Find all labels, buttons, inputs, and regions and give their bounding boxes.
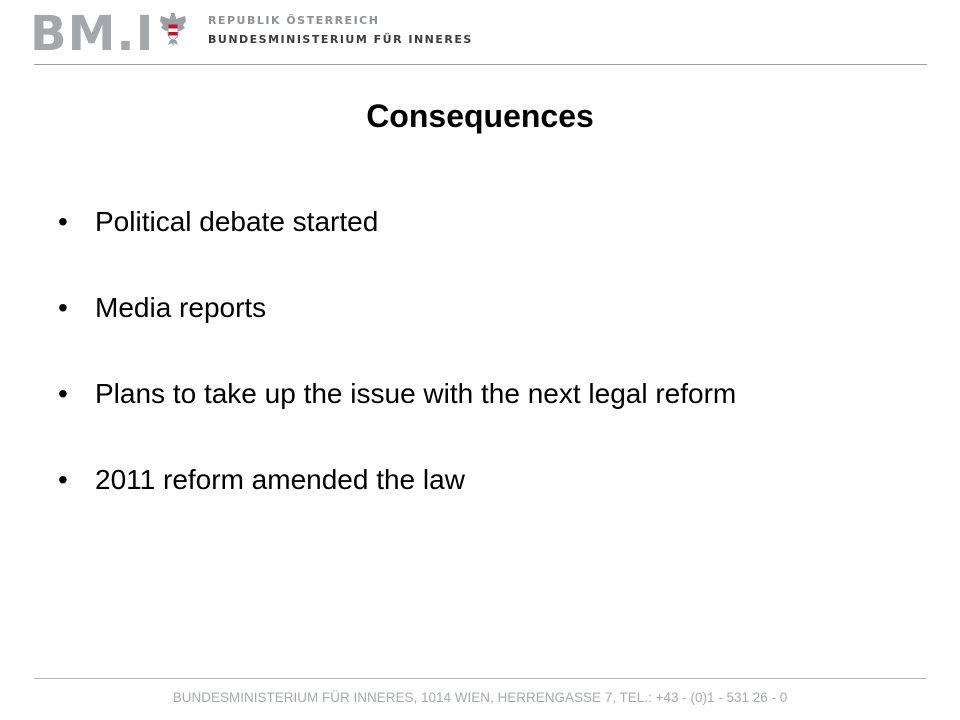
bullet-glyph: • [58,464,68,495]
bmi-logo: BM.I [30,6,155,62]
bullet-text: Media reports [95,292,267,323]
bullet-text: Political debate started [95,206,379,237]
bullet-glyph: • [58,292,68,323]
slide-footer: BUNDESMINISTERIUM FÜR INNERES, 1014 WIEN, HERRENGASSE 7, TEL.: +43 - (0)1 - 531 26 - 0 [172,690,788,705]
bullet-list [58,200,736,544]
ministry-label: BUNDESMINISTERIUM FÜR INNERES [208,33,473,46]
ministry-name [208,11,473,49]
slide-header [0,0,960,66]
bullet-text: 2011 reform amended the law [95,464,465,495]
bullet-item [58,458,736,544]
bullet-glyph: • [58,206,68,237]
footer-divider [34,678,927,679]
austrian-eagle-icon [158,12,188,48]
bullet-item [58,200,736,286]
bullet-item [58,372,736,458]
bullet-glyph: • [58,378,68,409]
republic-label: REPUBLIK ÖSTERREICH [208,14,380,27]
slide-title: Consequences [366,98,594,134]
bullet-text: Plans to take up the issue with the next legal reform [95,378,737,409]
header-divider [34,64,927,65]
bullet-item [58,286,736,372]
